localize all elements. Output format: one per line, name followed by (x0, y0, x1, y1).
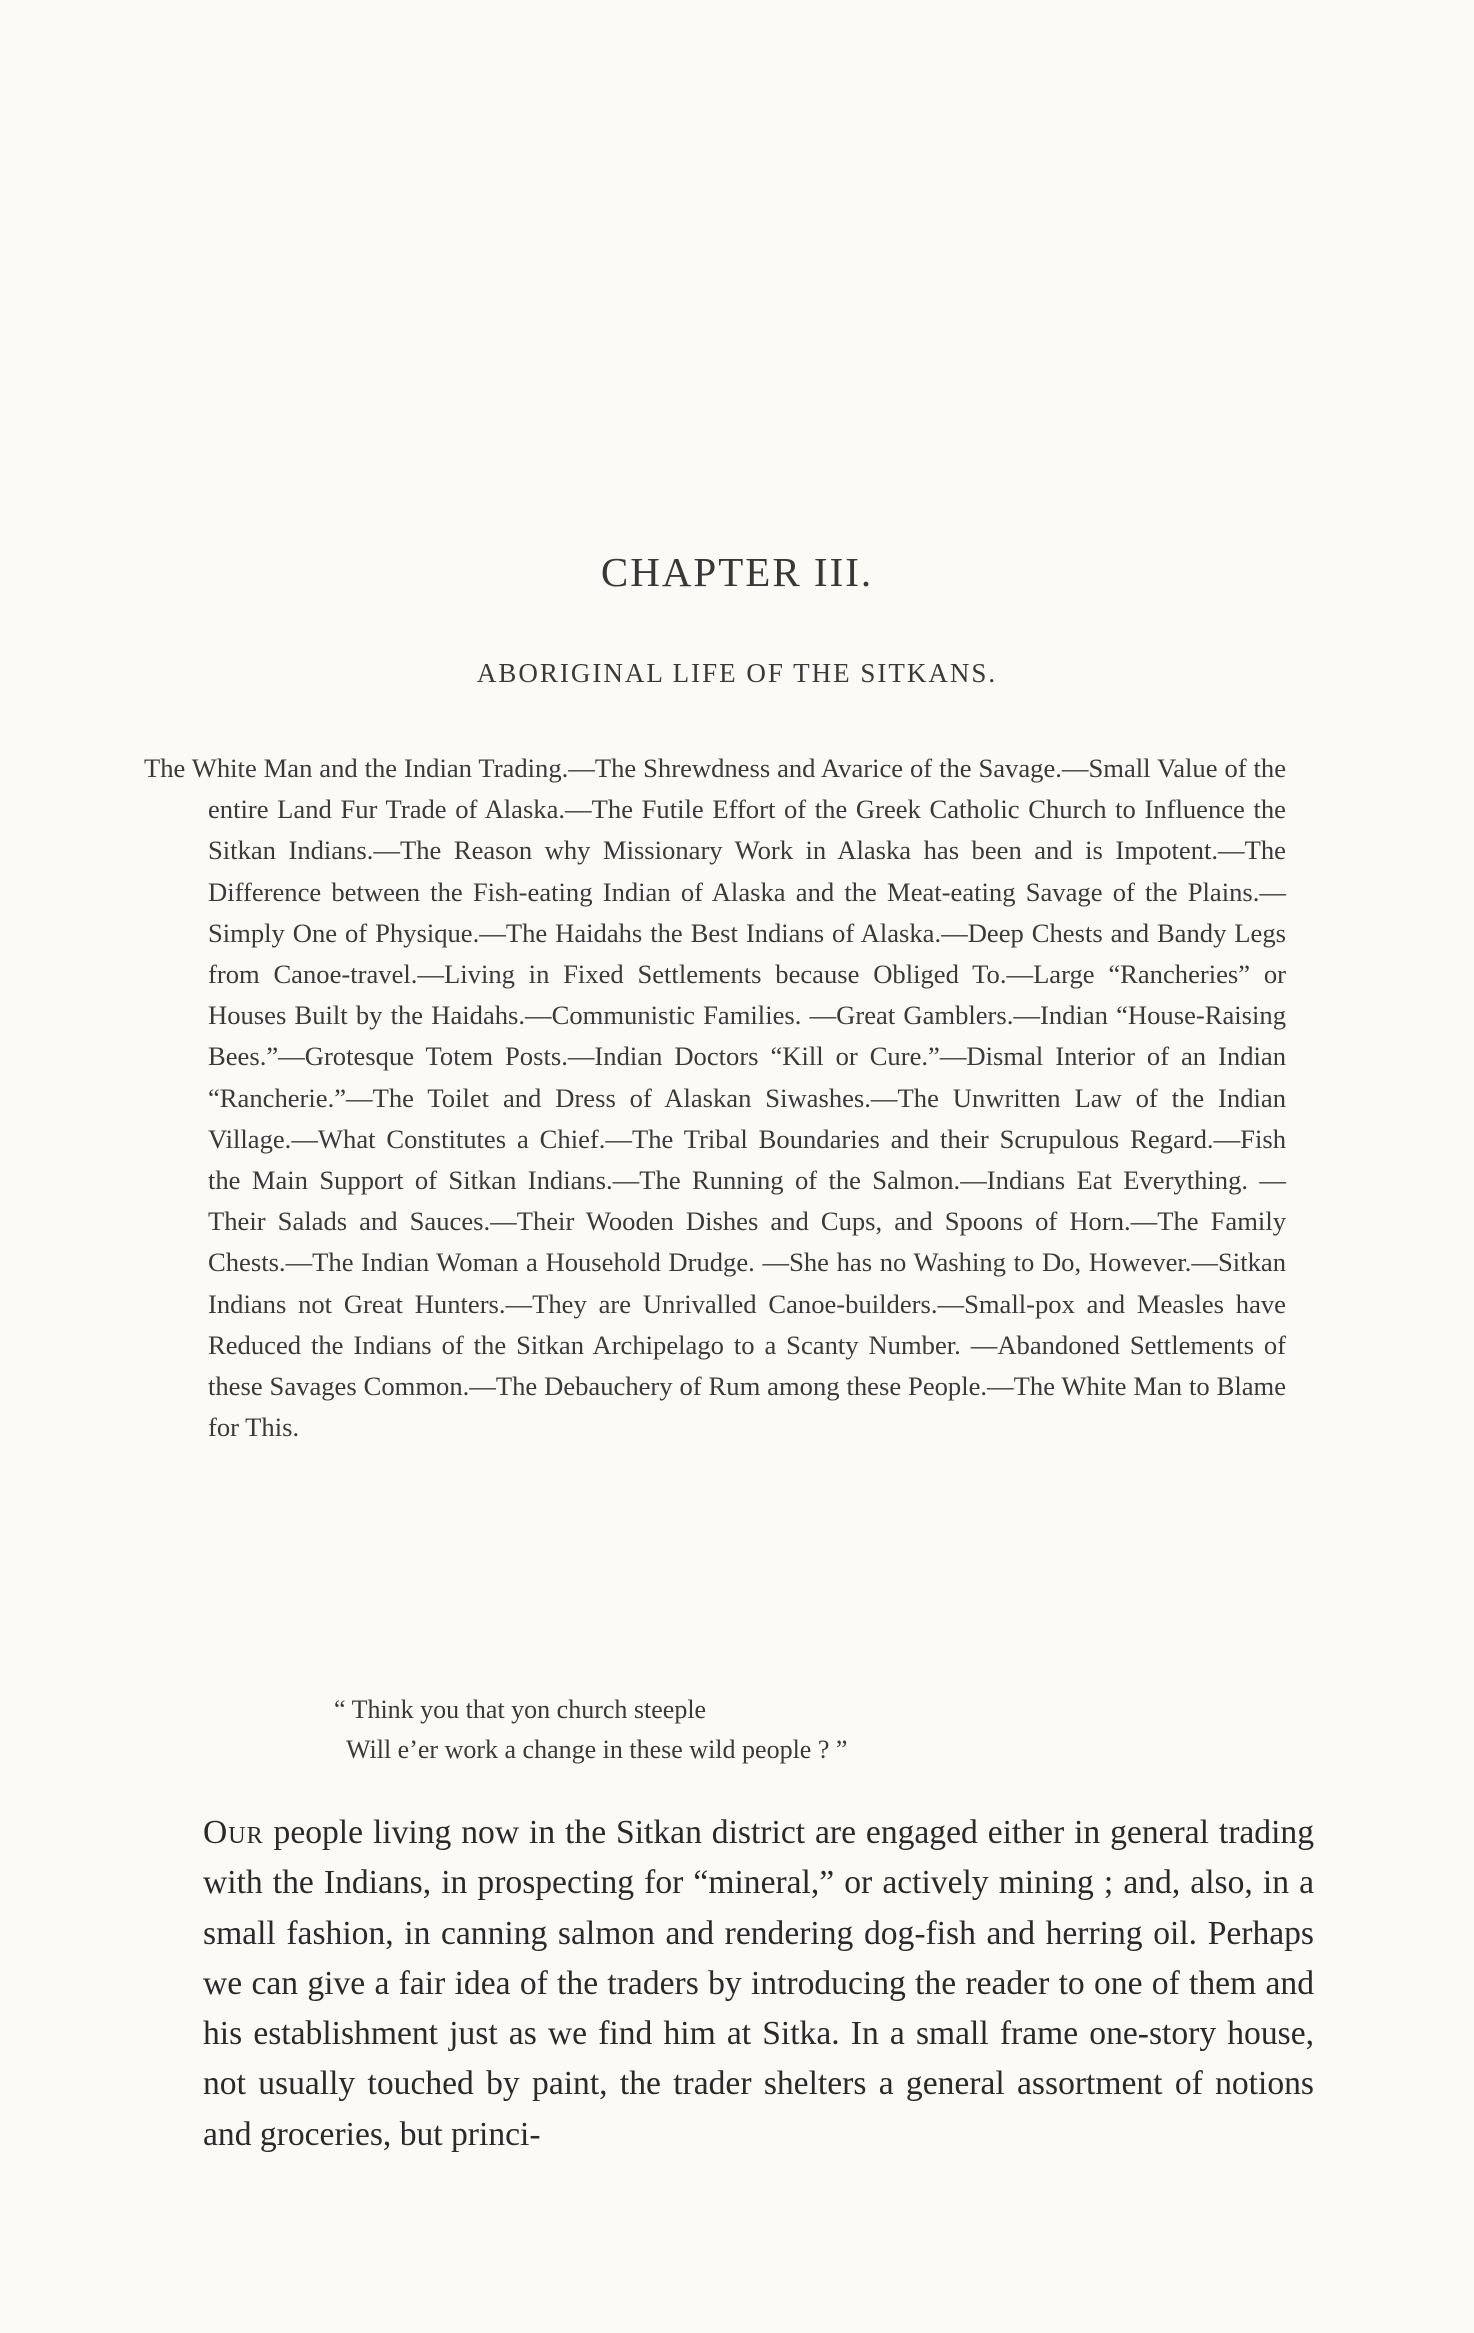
body-paragraph (203, 1808, 1314, 2160)
body-paragraph-text: people living now in the Sitkan district are engaged either in general trading with the Indians, in prospecting for “mineral,” or actively mining ; and, also, in a small fashion, in canning salmon and rendering dog-fish and herring oil. Perhaps we can give a fair idea of the traders by introducing the reader to one of them and his establishment just as we find him at Sitka. In a small frame one-story house, not usually touched by paint, the trader shelters a general assortment of notions and groceries, but princi- (203, 1814, 1314, 2153)
epigraph-line-1: “ Think you that yon church steeple (334, 1695, 707, 1724)
epigraph (334, 1690, 1234, 1770)
chapter-heading: CHAPTER III. (600, 549, 874, 595)
epigraph-line-2: Will e’er work a change in these wild people ? ” (346, 1735, 848, 1764)
chapter-synopsis: The White Man and the Indian Trading.—The Shrewdness and Avarice of the Savage.—Small Value of the entire Land Fur Trade of Alaska.—The Futile Effort of the Greek Catholic Church to Influence the Sitkan Indians.—The Reason why Missionary Work in Alaska has been and is Impotent.—The Difference between the Fish-eating Indian of Alaska and the Meat-eating Savage of the Plains.—Simply One of Physique.—The Haidahs the Best Indians of Alaska.—Deep Chests and Bandy Legs from Canoe-travel.—Living in Fixed Settlements because Obliged To.—Large “Rancheries” or Houses Built by the Haidahs.—Communistic Families. —Great Gamblers.—Indian “House-Raising Bees.”—Grotesque Totem Posts.—Indian Doctors “Kill or Cure.”—Dismal Interior of an Indian “Rancherie.”—The Toilet and Dress of Alaskan Siwashes.—The Unwritten Law of the Indian Village.—What Constitutes a Chief.—The Tribal Boundaries and their Scrupulous Regard.—Fish the Main Support of Sitkan Indians.—The Running of the Salmon.—Indians Eat Everything. —Their Salads and Sauces.—Their Wooden Dishes and Cups, and Spoons of Horn.—The Family Chests.—The Indian Woman a Household Drudge. —She has no Washing to Do, However.—Sitkan Indians not Great Hunters.—They are Unrivalled Canoe-builders.—Small-pox and Measles have Reduced the Indians of the Sitkan Archipelago to a Scanty Number. —Abandoned Settlements of these Savages Common.—The Debauchery of Rum among these People.—The White Man to Blame for This. (144, 753, 1286, 1443)
opening-word: Our (203, 1814, 264, 1851)
chapter-subtitle: ABORIGINAL LIFE OF THE SITKANS. (476, 658, 998, 688)
